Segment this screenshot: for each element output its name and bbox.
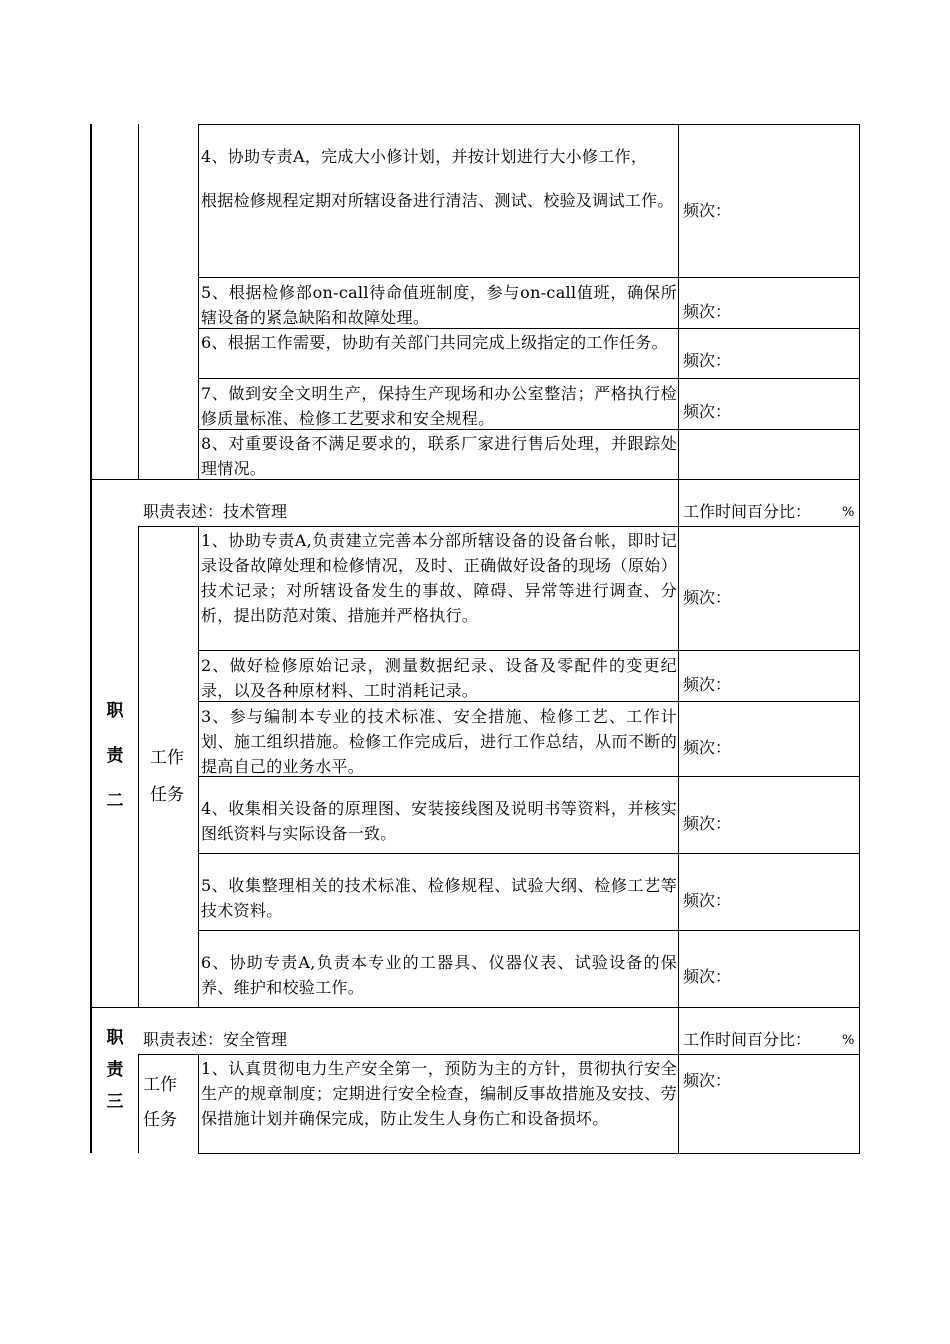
task-text: 根据检修规程定期对所辖设备进行清洁、测试、校验及调试工作。 xyxy=(201,191,674,210)
task-cell: 3、参与编制本专业的技术标准、安全措施、检修工艺、工作计划、施工组织措施。检修工作完成后，进行工作总结，从而不断的提高自己的业务水平。 xyxy=(201,707,677,776)
task-cell xyxy=(201,144,677,213)
duty-label: 职 责 三 xyxy=(106,1028,124,1112)
task-cell: 6、根据工作需要，协助有关部门共同完成上级指定的工作任务。 xyxy=(201,333,668,352)
time-percent-label: 工作时间百分比： xyxy=(683,502,812,521)
time-percent-label: 工作时间百分比： xyxy=(683,1030,812,1049)
frequency-cell: 频次： xyxy=(683,201,732,220)
frequency-cell: 频次： xyxy=(683,675,732,694)
frequency-cell: 频次： xyxy=(683,891,732,910)
percent-sign: % xyxy=(842,1033,855,1048)
duty-label: 职 责 二 xyxy=(106,701,124,811)
frequency-cell: 频次： xyxy=(683,302,732,321)
frequency-cell: 频次： xyxy=(683,967,732,986)
frequency-cell: 频次： xyxy=(683,1071,732,1090)
task-text: 4、协助专责A，完成大小修计划，并按计划进行大小修工作， xyxy=(201,147,648,166)
task-cell: 5、收集整理相关的技术标准、检修规程、试验大纲、检修工艺等技术资料。 xyxy=(201,876,677,920)
task-cell: 1、认真贯彻电力生产安全第一，预防为主的方针，贯彻执行安全生产的规章制度；定期进行安全检查，编制反事故措施及安技、劳保措施计划并确保完成，防止发生人身伤亡和设备损坏。 xyxy=(201,1059,677,1128)
task-cell: 4、收集相关设备的原理图、安装接线图及说明书等资料，并核实图纸资料与实际设备一致。 xyxy=(201,799,677,843)
task-cell: 7、做到安全文明生产，保持生产现场和办公室整洁；严格执行检修质量标准、检修工艺要求和安全规程。 xyxy=(201,384,677,428)
frequency-cell: 频次： xyxy=(683,351,732,370)
duty-description: 职责表述：技术管理 xyxy=(143,502,288,521)
frequency-cell: 频次： xyxy=(683,588,732,607)
work-task-label: 工作 任务 xyxy=(143,1075,177,1130)
task-cell: 2、做好检修原始记录，测量数据纪录、设备及零配件的变更纪录，以及各种原材料、工时消耗记录。 xyxy=(201,656,677,700)
task-cell: 1、协助专责A,负责建立完善本分部所辖设备的设备台帐，即时记录设备故障处理和检修情况，及时、正确做好设备的现场（原始）技术记录；对所辖设备发生的事故、障碍、异常等进行调查、分析，提出防范对策、措施并严格执行。 xyxy=(201,531,677,625)
duty-description: 职责表述：安全管理 xyxy=(143,1030,288,1049)
frequency-cell: 频次： xyxy=(683,402,732,421)
work-task-label: 工作 任务 xyxy=(150,748,184,805)
task-cell: 6、协助专责A,负责本专业的工器具、仪器仪表、试验设备的保养、维护和校验工作。 xyxy=(201,953,677,997)
task-cell: 8、对重要设备不满足要求的，联系厂家进行售后处理，并跟踪处理情况。 xyxy=(201,434,677,478)
percent-sign: % xyxy=(842,505,855,520)
task-cell: 5、根据检修部on-call待命值班制度，参与on-call值班，确保所辖设备的紧急缺陷和故障处理。 xyxy=(201,283,677,327)
frequency-cell: 频次： xyxy=(683,738,732,757)
frequency-cell: 频次： xyxy=(683,814,732,833)
